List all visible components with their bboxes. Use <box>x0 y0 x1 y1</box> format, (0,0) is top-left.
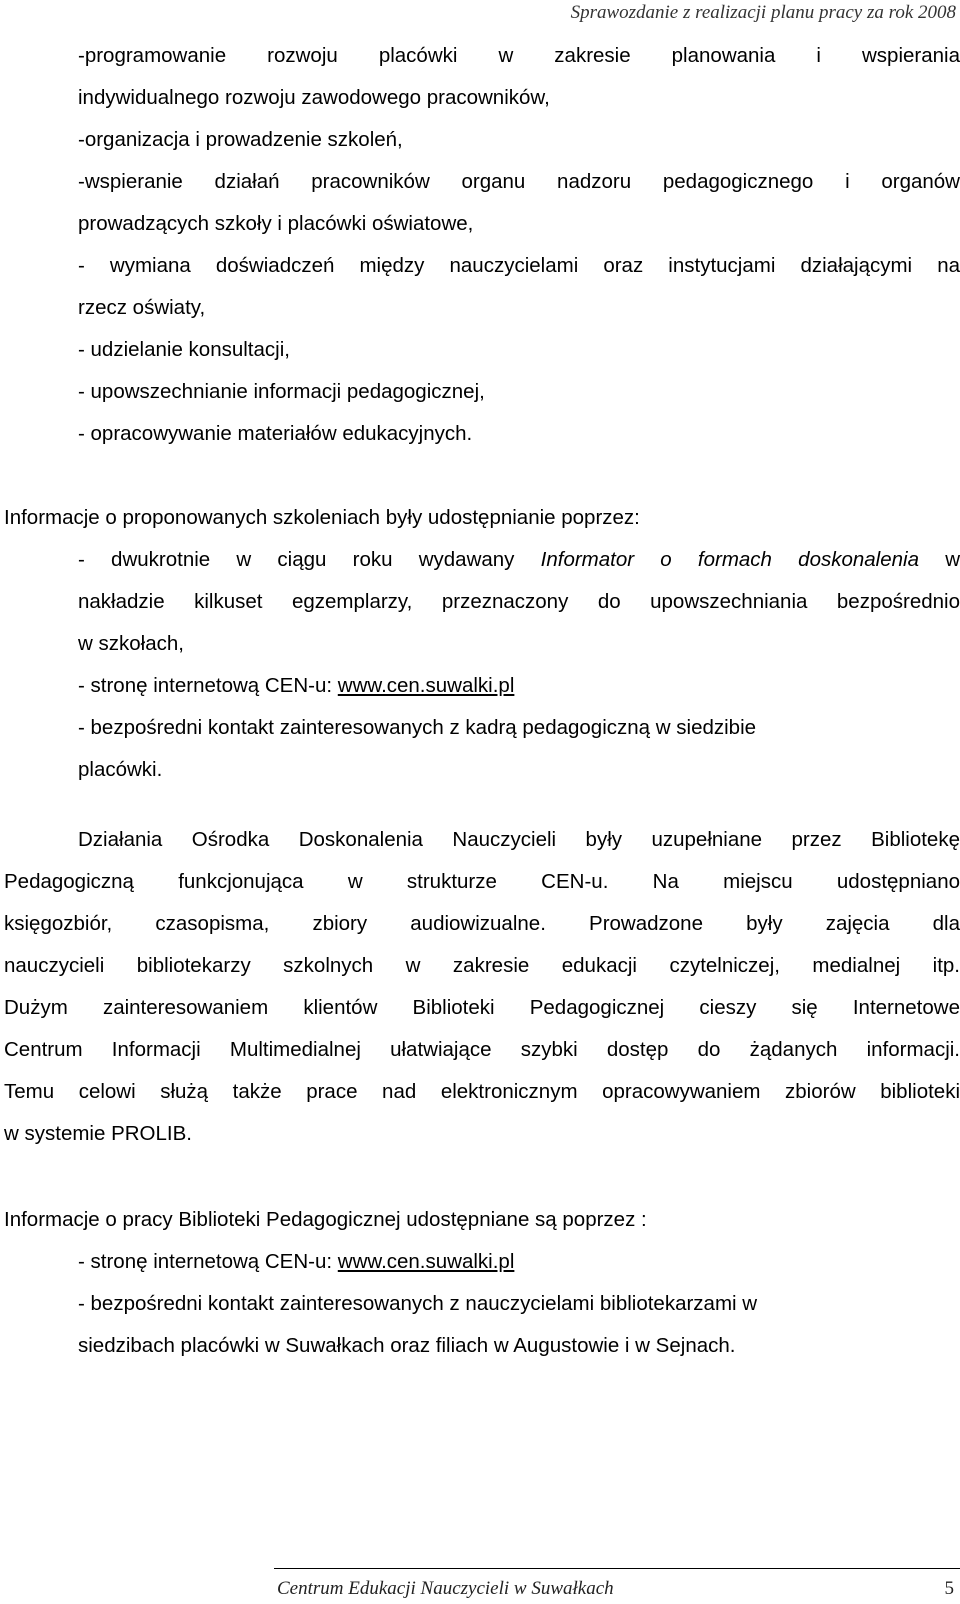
list-item: - bezpośredni kontakt zainteresowanych z kadrą pedagogiczną w siedzibie <box>78 716 757 739</box>
list-item: rzecz oświaty, <box>78 296 206 319</box>
list-item <box>78 546 960 574</box>
paragraph-line: w systemie PROLIB. <box>4 1122 192 1145</box>
list-item <box>78 1248 514 1276</box>
list-item: prowadzących szkoły i placówki oświatowe, <box>78 212 474 235</box>
website-link[interactable]: www.cen.suwalki.pl <box>337 1250 515 1273</box>
text-span: - stronę internetową CEN-u: <box>78 1250 338 1273</box>
paragraph-line: Temu celowi służą także prace nad elektronicznym opracowywaniem zbiorów biblioteki <box>4 1080 960 1103</box>
list-item-continuation: siedzibach placówki w Suwałkach oraz filiach w Augustowie i w Sejnach. <box>78 1334 736 1357</box>
list-item: - bezpośredni kontakt zainteresowanych z nauczycielami bibliotekarzami w <box>78 1292 758 1315</box>
text-span: w <box>919 548 960 571</box>
list-item <box>78 672 514 700</box>
list-item-continuation: nakładzie kilkuset egzemplarzy, przeznaczony do upowszechniania bezpośrednio <box>78 590 960 613</box>
text-span: - stronę internetową CEN-u: <box>78 674 338 697</box>
text-span: - dwukrotnie w ciągu roku wydawany <box>78 548 541 571</box>
list-item: - wymiana doświadczeń między nauczycielami oraz instytucjami działającymi na <box>78 254 960 277</box>
list-item: -wspieranie działań pracowników organu nadzoru pedagogicznego i organów <box>78 170 960 193</box>
footer-institution: Centrum Edukacji Nauczycieli w Suwałkach <box>277 1578 614 1599</box>
publication-title: Informator o formach doskonalenia <box>540 548 919 571</box>
list-item: - udzielanie konsultacji, <box>78 338 290 361</box>
website-link[interactable]: www.cen.suwalki.pl <box>337 674 515 697</box>
paragraph-line: Dużym zainteresowaniem klientów Biblioteki Pedagogicznej cieszy się Internetowe <box>4 996 960 1019</box>
paragraph-intro: Informacje o pracy Biblioteki Pedagogicznej udostępniane są poprzez : <box>4 1208 647 1231</box>
list-item: - opracowywanie materiałów edukacyjnych. <box>78 422 473 445</box>
paragraph-line: księgozbiór, czasopisma, zbiory audiowizualne. Prowadzone były zajęcia dla <box>4 912 960 935</box>
list-item-continuation: w szkołach, <box>78 632 184 655</box>
paragraph-line: Działania Ośrodka Doskonalenia Nauczycieli były uzupełniane przez Bibliotekę <box>78 828 960 851</box>
list-item: indywidualnego rozwoju zawodowego pracowników, <box>78 86 550 109</box>
list-item: -programowanie rozwoju placówki w zakresie planowania i wspierania <box>78 44 960 67</box>
page-number: 5 <box>944 1578 954 1599</box>
footer-divider <box>274 1568 960 1569</box>
paragraph-line: Centrum Informacji Multimedialnej ułatwiające szybki dostęp do żądanych informacji. <box>4 1038 960 1061</box>
paragraph-line: Pedagogiczną funkcjonująca w strukturze CEN-u. Na miejscu udostępniano <box>4 870 960 893</box>
paragraph-line: nauczycieli bibliotekarzy szkolnych w zakresie edukacji czytelniczej, medialnej itp. <box>4 954 960 977</box>
list-item: - upowszechnianie informacji pedagogicznej, <box>78 380 485 403</box>
paragraph-intro: Informacje o proponowanych szkoleniach były udostępnianie poprzez: <box>4 506 640 529</box>
list-item: -organizacja i prowadzenie szkoleń, <box>78 128 403 151</box>
running-header: Sprawozdanie z realizacji planu pracy za rok 2008 <box>570 2 956 23</box>
list-item-continuation: placówki. <box>78 758 163 781</box>
